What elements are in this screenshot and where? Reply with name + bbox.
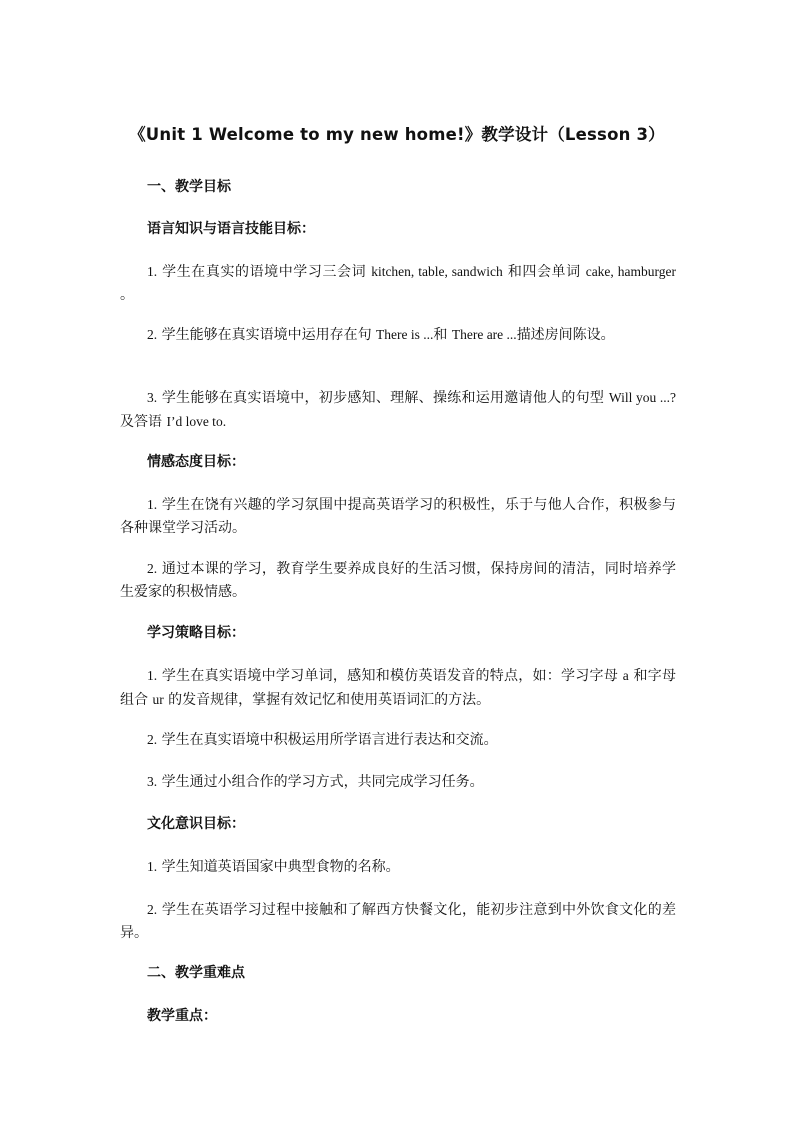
section-heading-objectives: 一、教学目标: [147, 179, 231, 195]
item-text: 学生在真实的语境中学习三会词: [162, 264, 372, 280]
item-number: 3.: [147, 774, 158, 789]
item-number: 2.: [147, 732, 158, 747]
item-text: 学生能够在真实语境中，初步感知、理解、操练和运用邀请他人的句型: [161, 390, 609, 406]
subheading-teaching-focus: 教学重点：: [147, 1008, 217, 1024]
item-text: 学生知道英语国家中典型食物的名称。: [161, 859, 400, 875]
item-number: 1.: [147, 668, 158, 683]
item-text: 通过本课的学习，教育学生要养成良好的生活习惯，保持房间的清洁，同时培养学生爱家的积极情感。: [120, 561, 677, 600]
item-text: 和字母组合: [120, 668, 677, 708]
item-number: 2.: [147, 327, 158, 342]
paragraph-strategy-1: [120, 664, 676, 712]
item-text: 学生在真实语境中学习单词，感知和模仿英语发音的特点，如：学习字母: [161, 668, 623, 684]
paragraph-affective-2: [120, 557, 676, 604]
paragraph-language-2: [120, 323, 676, 347]
section-heading-key-points: 二、教学重难点: [147, 965, 245, 981]
subheading-language-skills: 语言知识与语言技能目标：: [147, 221, 315, 237]
item-text: 学生在真实语境中积极运用所学语言进行表达和交流。: [161, 732, 498, 748]
paragraph-affective-1: [120, 493, 676, 540]
paragraph-language-1: [120, 260, 676, 307]
item-english: kitchen, table, sandwich: [371, 264, 503, 279]
item-text: 学生在饶有兴趣的学习氛围中提高英语学习的积极性，乐于与他人合作，积极参与各种课堂学习活动。: [120, 497, 677, 536]
paragraph-strategy-3: [120, 770, 676, 794]
item-english: ur: [152, 692, 164, 707]
item-english: a: [622, 668, 629, 683]
item-text: 和四会单词: [502, 264, 586, 280]
item-text: 描述房间陈设。: [516, 327, 615, 343]
item-text: 和: [433, 327, 452, 343]
item-text: 的发音规律，掌握有效记忆和使用英语词汇的方法。: [163, 692, 491, 708]
item-english: There are ...: [451, 327, 517, 342]
paragraph-strategy-2: [120, 728, 676, 752]
item-text: 。: [120, 287, 134, 303]
paragraph-culture-1: [120, 855, 676, 879]
document-title: 《Unit 1 Welcome to my new home!》教学设计（Lesson 3）: [129, 125, 665, 144]
item-text: 学生在英语学习过程中接触和了解西方快餐文化，能初步注意到中外饮食文化的差异。: [120, 902, 677, 941]
item-text: 及答语: [120, 414, 167, 430]
paragraph-language-3: [120, 386, 676, 434]
subheading-strategy: 学习策略目标：: [147, 625, 245, 641]
item-text: 学生能够在真实语境中运用存在句: [161, 327, 377, 343]
paragraph-culture-2: [120, 898, 676, 945]
item-number: 1.: [147, 859, 158, 874]
item-number: 2.: [147, 561, 158, 576]
subheading-affective: 情感态度目标：: [147, 454, 245, 470]
item-number: 2.: [147, 902, 158, 917]
item-text: 学生通过小组合作的学习方式，共同完成学习任务。: [161, 774, 484, 790]
item-english: I’d love to.: [166, 414, 227, 429]
item-number: 1.: [147, 497, 158, 512]
item-number: 1.: [147, 264, 158, 279]
item-number: 3.: [147, 390, 158, 405]
item-english: Will you ...?: [608, 390, 676, 405]
item-english: cake, hamburger: [585, 264, 676, 279]
item-english: There is ...: [376, 327, 434, 342]
subheading-culture: 文化意识目标：: [147, 816, 245, 832]
